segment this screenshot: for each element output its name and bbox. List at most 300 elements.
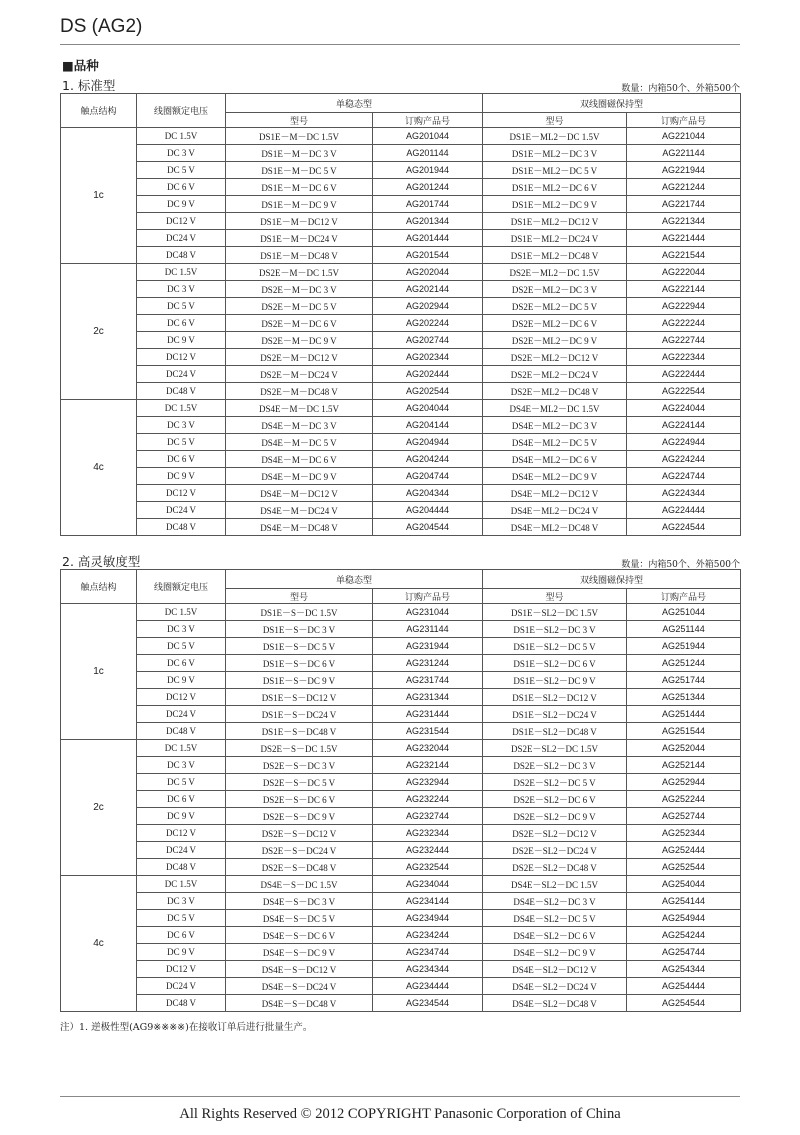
latching-order-cell: AG224544: [627, 519, 741, 536]
table-row: [61, 927, 741, 944]
latching-model-cell: DS2E－ML2－DC 5 V: [483, 298, 627, 315]
table-row: [61, 978, 741, 995]
latching-model-cell: DS2E－ML2－DC12 V: [483, 349, 627, 366]
coil-voltage-cell: DC 9 V: [137, 944, 226, 961]
latching-model-cell: DS1E－ML2－DC24 V: [483, 230, 627, 247]
single-stable-order-cell: AG231544: [373, 723, 483, 740]
latching-model-cell: DS1E－ML2－DC 9 V: [483, 196, 627, 213]
latching-order-cell: AG251044: [627, 604, 741, 621]
single-stable-order-cell: AG234344: [373, 961, 483, 978]
single-stable-order-cell: AG204444: [373, 502, 483, 519]
latching-model-cell: DS1E－SL2－DC48 V: [483, 723, 627, 740]
coil-voltage-cell: DC24 V: [137, 842, 226, 859]
contact-structure-cell: 1c: [61, 128, 137, 264]
single-stable-model-cell: DS2E－S－DC 3 V: [226, 757, 373, 774]
coil-voltage-cell: DC 5 V: [137, 298, 226, 315]
single-stable-order-cell: AG231444: [373, 706, 483, 723]
single-stable-model-cell: DS2E－M－DC 9 V: [226, 332, 373, 349]
latching-model-cell: DS2E－ML2－DC 1.5V: [483, 264, 627, 281]
coil-voltage-cell: DC48 V: [137, 859, 226, 876]
single-stable-model-cell: DS2E－M－DC24 V: [226, 366, 373, 383]
header-row: [61, 94, 741, 113]
latching-model-cell: DS2E－ML2－DC 9 V: [483, 332, 627, 349]
latching-order-cell: AG222144: [627, 281, 741, 298]
coil-voltage-cell: DC 6 V: [137, 655, 226, 672]
table-row: [61, 944, 741, 961]
single-stable-model-cell: DS1E－M－DC 1.5V: [226, 128, 373, 145]
page-title: DS (AG2): [60, 16, 143, 37]
single-stable-model-cell: DS1E－M－DC 9 V: [226, 196, 373, 213]
single-stable-model-cell: DS2E－M－DC 5 V: [226, 298, 373, 315]
order-number-header: 订购产品号: [627, 113, 741, 128]
coil-voltage-cell: DC24 V: [137, 706, 226, 723]
latching-model-cell: DS4E－ML2－DC 1.5V: [483, 400, 627, 417]
coil-voltage-cell: DC48 V: [137, 519, 226, 536]
table-row: [61, 349, 741, 366]
coil-voltage-cell: DC12 V: [137, 825, 226, 842]
latching-order-cell: AG224944: [627, 434, 741, 451]
coil-voltage-cell: DC24 V: [137, 230, 226, 247]
latching-order-cell: AG221744: [627, 196, 741, 213]
coil-voltage-cell: DC 1.5V: [137, 876, 226, 893]
latching-order-cell: AG222544: [627, 383, 741, 400]
coil-voltage-cell: DC 5 V: [137, 910, 226, 927]
single-stable-model-cell: DS4E－S－DC 5 V: [226, 910, 373, 927]
latching-model-cell: DS2E－SL2－DC48 V: [483, 859, 627, 876]
single-stable-model-cell: DS2E－S－DC48 V: [226, 859, 373, 876]
latching-order-cell: AG252444: [627, 842, 741, 859]
latching-model-cell: DS4E－ML2－DC 3 V: [483, 417, 627, 434]
latching-model-cell: DS1E－SL2－DC 1.5V: [483, 604, 627, 621]
contact-structure-cell: 2c: [61, 264, 137, 400]
latching-model-cell: DS2E－ML2－DC48 V: [483, 383, 627, 400]
standard-type-table: [60, 93, 741, 536]
table-row: [61, 451, 741, 468]
single-stable-model-cell: DS2E－M－DC12 V: [226, 349, 373, 366]
latching-model-cell: DS4E－ML2－DC48 V: [483, 519, 627, 536]
table-row: [61, 995, 741, 1012]
single-stable-order-cell: AG204344: [373, 485, 483, 502]
table-row: [61, 519, 741, 536]
table-row: [61, 230, 741, 247]
single-stable-model-cell: DS1E－S－DC 9 V: [226, 672, 373, 689]
latching-order-cell: AG222244: [627, 315, 741, 332]
single-stable-order-cell: AG202144: [373, 281, 483, 298]
latching-order-cell: AG252744: [627, 808, 741, 825]
table-row: [61, 315, 741, 332]
single-stable-model-cell: DS4E－M－DC 6 V: [226, 451, 373, 468]
single-stable-model-cell: DS4E－S－DC24 V: [226, 978, 373, 995]
single-stable-model-cell: DS1E－S－DC12 V: [226, 689, 373, 706]
latching-model-cell: DS2E－ML2－DC24 V: [483, 366, 627, 383]
latching-order-cell: AG251544: [627, 723, 741, 740]
latching-order-cell: AG252944: [627, 774, 741, 791]
coil-voltage-cell: DC12 V: [137, 349, 226, 366]
table-row: [61, 774, 741, 791]
single-stable-model-cell: DS1E－S－DC24 V: [226, 706, 373, 723]
single-stable-order-cell: AG201544: [373, 247, 483, 264]
table-row: [61, 706, 741, 723]
single-stable-order-cell: AG231244: [373, 655, 483, 672]
coil-voltage-cell: DC 9 V: [137, 808, 226, 825]
quantity-note-high-sensitivity: 数量：内箱50个、外箱500个: [621, 560, 740, 570]
coil-voltage-cell: DC24 V: [137, 366, 226, 383]
single-stable-order-cell: AG234044: [373, 876, 483, 893]
latching-model-cell: DS4E－ML2－DC 5 V: [483, 434, 627, 451]
latching-model-cell: DS2E－ML2－DC 6 V: [483, 315, 627, 332]
latching-model-cell: DS1E－SL2－DC 9 V: [483, 672, 627, 689]
latching-order-cell: AG222044: [627, 264, 741, 281]
latching-model-cell: DS4E－SL2－DC24 V: [483, 978, 627, 995]
latching-model-cell: DS4E－SL2－DC 6 V: [483, 927, 627, 944]
single-stable-order-cell: AG204044: [373, 400, 483, 417]
single-stable-order-cell: AG234944: [373, 910, 483, 927]
latching-model-cell: DS1E－SL2－DC12 V: [483, 689, 627, 706]
coil-voltage-cell: DC24 V: [137, 502, 226, 519]
table-row: [61, 876, 741, 893]
order-number-header: 订购产品号: [373, 589, 483, 604]
coil-voltage-cell: DC 6 V: [137, 451, 226, 468]
table-row: [61, 723, 741, 740]
single-stable-model-cell: DS4E－S－DC 9 V: [226, 944, 373, 961]
latching-order-cell: AG254244: [627, 927, 741, 944]
coil-voltage-cell: DC 3 V: [137, 417, 226, 434]
coil-voltage-cell: DC12 V: [137, 213, 226, 230]
table-row: [61, 468, 741, 485]
model-header: 型号: [226, 113, 373, 128]
single-stable-model-cell: DS1E－M－DC48 V: [226, 247, 373, 264]
dual-coil-latching-header: 双线圈磁保持型: [483, 94, 741, 113]
latching-order-cell: AG254744: [627, 944, 741, 961]
table-heading-standard: 1. 标准型: [62, 78, 116, 93]
contact-structure-cell: 4c: [61, 400, 137, 536]
model-header: 型号: [483, 113, 627, 128]
latching-model-cell: DS4E－SL2－DC48 V: [483, 995, 627, 1012]
latching-order-cell: AG221544: [627, 247, 741, 264]
latching-model-cell: DS2E－SL2－DC 6 V: [483, 791, 627, 808]
single-stable-model-cell: DS4E－S－DC 1.5V: [226, 876, 373, 893]
latching-order-cell: AG254444: [627, 978, 741, 995]
contact-structure-header: 触点结构: [61, 94, 137, 128]
coil-voltage-cell: DC 9 V: [137, 468, 226, 485]
latching-model-cell: DS2E－SL2－DC 3 V: [483, 757, 627, 774]
latching-order-cell: AG251244: [627, 655, 741, 672]
single-stable-order-cell: AG234244: [373, 927, 483, 944]
single-stable-order-cell: AG234544: [373, 995, 483, 1012]
single-stable-model-cell: DS1E－M－DC 3 V: [226, 145, 373, 162]
table-row: [61, 638, 741, 655]
latching-model-cell: DS1E－SL2－DC24 V: [483, 706, 627, 723]
single-stable-order-cell: AG201244: [373, 179, 483, 196]
latching-order-cell: AG224244: [627, 451, 741, 468]
coil-voltage-cell: DC12 V: [137, 485, 226, 502]
single-stable-model-cell: DS2E－M－DC 1.5V: [226, 264, 373, 281]
coil-voltage-cell: DC48 V: [137, 995, 226, 1012]
table-row: [61, 281, 741, 298]
latching-model-cell: DS1E－ML2－DC48 V: [483, 247, 627, 264]
latching-order-cell: AG254044: [627, 876, 741, 893]
table-row: [61, 366, 741, 383]
latching-order-cell: AG221944: [627, 162, 741, 179]
single-stable-order-cell: AG231044: [373, 604, 483, 621]
latching-model-cell: DS2E－SL2－DC 5 V: [483, 774, 627, 791]
latching-order-cell: AG251144: [627, 621, 741, 638]
single-stable-order-cell: AG202744: [373, 332, 483, 349]
latching-order-cell: AG221344: [627, 213, 741, 230]
single-stable-order-cell: AG204944: [373, 434, 483, 451]
coil-voltage-cell: DC 1.5V: [137, 740, 226, 757]
contact-structure-cell: 1c: [61, 604, 137, 740]
latching-order-cell: AG254544: [627, 995, 741, 1012]
table-row: [61, 604, 741, 621]
table-row: [61, 655, 741, 672]
latching-model-cell: DS4E－SL2－DC 3 V: [483, 893, 627, 910]
title-divider: [60, 44, 740, 45]
latching-order-cell: AG251344: [627, 689, 741, 706]
single-stable-order-cell: AG204744: [373, 468, 483, 485]
coil-voltage-cell: DC48 V: [137, 247, 226, 264]
table-row: [61, 740, 741, 757]
single-stable-model-cell: DS1E－M－DC 5 V: [226, 162, 373, 179]
coil-voltage-cell: DC 9 V: [137, 332, 226, 349]
single-stable-model-cell: DS2E－S－DC 6 V: [226, 791, 373, 808]
table-heading-high-sensitivity: 2. 高灵敏度型: [62, 554, 141, 569]
table-row: [61, 961, 741, 978]
coil-voltage-cell: DC24 V: [137, 978, 226, 995]
single-stable-model-cell: DS4E－M－DC 3 V: [226, 417, 373, 434]
table-row: [61, 417, 741, 434]
latching-order-cell: AG254944: [627, 910, 741, 927]
table-row: [61, 128, 741, 145]
high-sensitivity-type-table: [60, 569, 741, 1012]
table-row: [61, 298, 741, 315]
single-stable-model-cell: DS2E－M－DC 6 V: [226, 315, 373, 332]
single-stable-model-cell: DS4E－S－DC 6 V: [226, 927, 373, 944]
coil-voltage-cell: DC 6 V: [137, 791, 226, 808]
coil-voltage-cell: DC 5 V: [137, 162, 226, 179]
table-row: [61, 757, 741, 774]
single-stable-model-cell: DS1E－M－DC12 V: [226, 213, 373, 230]
single-stable-order-cell: AG234744: [373, 944, 483, 961]
single-stable-order-cell: AG204244: [373, 451, 483, 468]
latching-model-cell: DS4E－SL2－DC 9 V: [483, 944, 627, 961]
latching-order-cell: AG252044: [627, 740, 741, 757]
contact-structure-cell: 2c: [61, 740, 137, 876]
coil-voltage-cell: DC 6 V: [137, 315, 226, 332]
latching-order-cell: AG254144: [627, 893, 741, 910]
coil-voltage-cell: DC 1.5V: [137, 128, 226, 145]
single-stable-order-cell: AG202344: [373, 349, 483, 366]
single-stable-model-cell: DS2E－S－DC12 V: [226, 825, 373, 842]
single-stable-order-cell: AG202944: [373, 298, 483, 315]
single-stable-order-cell: AG234144: [373, 893, 483, 910]
latching-order-cell: AG224344: [627, 485, 741, 502]
footnote: 注）1. 逆极性型(AG9※※※※)在接收订单后进行批量生产。: [60, 1022, 313, 1033]
coil-voltage-cell: DC 1.5V: [137, 604, 226, 621]
latching-model-cell: DS4E－ML2－DC 9 V: [483, 468, 627, 485]
single-stable-order-cell: AG232444: [373, 842, 483, 859]
latching-order-cell: AG222444: [627, 366, 741, 383]
coil-voltage-cell: DC 5 V: [137, 774, 226, 791]
single-stable-order-cell: AG232244: [373, 791, 483, 808]
latching-order-cell: AG251744: [627, 672, 741, 689]
latching-model-cell: DS4E－SL2－DC12 V: [483, 961, 627, 978]
latching-model-cell: DS2E－SL2－DC 9 V: [483, 808, 627, 825]
single-stable-model-cell: DS1E－S－DC 6 V: [226, 655, 373, 672]
latching-model-cell: DS4E－ML2－DC24 V: [483, 502, 627, 519]
single-stable-order-cell: AG202544: [373, 383, 483, 400]
latching-model-cell: DS1E－ML2－DC 1.5V: [483, 128, 627, 145]
latching-model-cell: DS4E－SL2－DC 1.5V: [483, 876, 627, 893]
table-row: [61, 808, 741, 825]
coil-voltage-cell: DC48 V: [137, 723, 226, 740]
table-row: [61, 179, 741, 196]
table-row: [61, 264, 741, 281]
latching-model-cell: DS4E－ML2－DC12 V: [483, 485, 627, 502]
latching-model-cell: DS1E－ML2－DC 5 V: [483, 162, 627, 179]
latching-model-cell: DS1E－SL2－DC 5 V: [483, 638, 627, 655]
single-stable-order-cell: AG232144: [373, 757, 483, 774]
single-stable-model-cell: DS4E－M－DC24 V: [226, 502, 373, 519]
single-stable-order-cell: AG201344: [373, 213, 483, 230]
table-row: [61, 332, 741, 349]
single-stable-model-cell: DS2E－M－DC48 V: [226, 383, 373, 400]
latching-order-cell: AG251944: [627, 638, 741, 655]
coil-voltage-cell: DC48 V: [137, 383, 226, 400]
single-stable-model-cell: DS4E－M－DC48 V: [226, 519, 373, 536]
table-row: [61, 485, 741, 502]
coil-voltage-cell: DC 6 V: [137, 927, 226, 944]
table-row: [61, 162, 741, 179]
single-stable-model-cell: DS4E－S－DC12 V: [226, 961, 373, 978]
latching-order-cell: AG221144: [627, 145, 741, 162]
copyright-notice: All Rights Reserved © 2012 COPYRIGHT Panasonic Corporation of China: [179, 1106, 621, 1122]
quantity-note-standard: 数量：内箱50个、外箱500个: [621, 84, 740, 94]
coil-voltage-cell: DC 1.5V: [137, 400, 226, 417]
latching-model-cell: DS4E－SL2－DC 5 V: [483, 910, 627, 927]
latching-model-cell: DS2E－SL2－DC12 V: [483, 825, 627, 842]
latching-order-cell: AG221044: [627, 128, 741, 145]
table-row: [61, 502, 741, 519]
section-heading: ■品种: [62, 58, 99, 73]
single-stable-order-cell: AG232344: [373, 825, 483, 842]
footer-divider: [60, 1096, 740, 1097]
single-stable-order-cell: AG231144: [373, 621, 483, 638]
single-stable-model-cell: DS2E－M－DC 3 V: [226, 281, 373, 298]
single-stable-order-cell: AG234444: [373, 978, 483, 995]
coil-voltage-cell: DC 3 V: [137, 893, 226, 910]
single-stable-header: 单稳态型: [226, 570, 483, 589]
single-stable-order-cell: AG201144: [373, 145, 483, 162]
single-stable-model-cell: DS2E－S－DC24 V: [226, 842, 373, 859]
single-stable-order-cell: AG201044: [373, 128, 483, 145]
header-row: [61, 570, 741, 589]
latching-order-cell: AG254344: [627, 961, 741, 978]
single-stable-order-cell: AG204544: [373, 519, 483, 536]
latching-order-cell: AG224444: [627, 502, 741, 519]
coil-voltage-header: 线圈额定电压: [137, 94, 226, 128]
table-row: [61, 621, 741, 638]
latching-order-cell: AG252244: [627, 791, 741, 808]
single-stable-model-cell: DS4E－S－DC48 V: [226, 995, 373, 1012]
single-stable-model-cell: DS2E－S－DC 9 V: [226, 808, 373, 825]
latching-model-cell: DS4E－ML2－DC 6 V: [483, 451, 627, 468]
single-stable-model-cell: DS1E－S－DC48 V: [226, 723, 373, 740]
single-stable-order-cell: AG232544: [373, 859, 483, 876]
single-stable-model-cell: DS4E－M－DC 5 V: [226, 434, 373, 451]
coil-voltage-cell: DC 5 V: [137, 434, 226, 451]
single-stable-header: 单稳态型: [226, 94, 483, 113]
single-stable-model-cell: DS1E－S－DC 3 V: [226, 621, 373, 638]
table-row: [61, 910, 741, 927]
latching-model-cell: DS1E－SL2－DC 3 V: [483, 621, 627, 638]
coil-voltage-header: 线圈额定电压: [137, 570, 226, 604]
table-row: [61, 842, 741, 859]
dual-coil-latching-header: 双线圈磁保持型: [483, 570, 741, 589]
latching-order-cell: AG252344: [627, 825, 741, 842]
table-row: [61, 893, 741, 910]
order-number-header: 订购产品号: [627, 589, 741, 604]
single-stable-model-cell: DS4E－S－DC 3 V: [226, 893, 373, 910]
table-row: [61, 859, 741, 876]
latching-order-cell: AG252144: [627, 757, 741, 774]
single-stable-order-cell: AG232744: [373, 808, 483, 825]
latching-order-cell: AG224044: [627, 400, 741, 417]
single-stable-model-cell: DS2E－S－DC 1.5V: [226, 740, 373, 757]
table-row: [61, 434, 741, 451]
coil-voltage-cell: DC 9 V: [137, 672, 226, 689]
table-row: [61, 213, 741, 230]
model-header: 型号: [226, 589, 373, 604]
single-stable-order-cell: AG231744: [373, 672, 483, 689]
coil-voltage-cell: DC 5 V: [137, 638, 226, 655]
table-row: [61, 400, 741, 417]
latching-order-cell: AG222944: [627, 298, 741, 315]
coil-voltage-cell: DC12 V: [137, 961, 226, 978]
table-row: [61, 689, 741, 706]
single-stable-model-cell: DS1E－S－DC 5 V: [226, 638, 373, 655]
single-stable-order-cell: AG202444: [373, 366, 483, 383]
table-row: [61, 247, 741, 264]
single-stable-model-cell: DS1E－S－DC 1.5V: [226, 604, 373, 621]
coil-voltage-cell: DC12 V: [137, 689, 226, 706]
single-stable-order-cell: AG201944: [373, 162, 483, 179]
coil-voltage-cell: DC 1.5V: [137, 264, 226, 281]
latching-order-cell: AG224144: [627, 417, 741, 434]
contact-structure-cell: 4c: [61, 876, 137, 1012]
single-stable-order-cell: AG201444: [373, 230, 483, 247]
single-stable-model-cell: DS4E－M－DC 9 V: [226, 468, 373, 485]
coil-voltage-cell: DC 3 V: [137, 757, 226, 774]
single-stable-order-cell: AG202244: [373, 315, 483, 332]
single-stable-order-cell: AG231944: [373, 638, 483, 655]
model-header: 型号: [483, 589, 627, 604]
single-stable-model-cell: DS1E－M－DC24 V: [226, 230, 373, 247]
coil-voltage-cell: DC 3 V: [137, 281, 226, 298]
latching-model-cell: DS2E－ML2－DC 3 V: [483, 281, 627, 298]
latching-model-cell: DS1E－ML2－DC 3 V: [483, 145, 627, 162]
table-row: [61, 825, 741, 842]
latching-order-cell: AG251444: [627, 706, 741, 723]
latching-model-cell: DS1E－ML2－DC12 V: [483, 213, 627, 230]
coil-voltage-cell: DC 3 V: [137, 145, 226, 162]
latching-order-cell: AG222744: [627, 332, 741, 349]
latching-model-cell: DS1E－SL2－DC 6 V: [483, 655, 627, 672]
single-stable-order-cell: AG202044: [373, 264, 483, 281]
single-stable-order-cell: AG201744: [373, 196, 483, 213]
table-row: [61, 145, 741, 162]
single-stable-order-cell: AG231344: [373, 689, 483, 706]
